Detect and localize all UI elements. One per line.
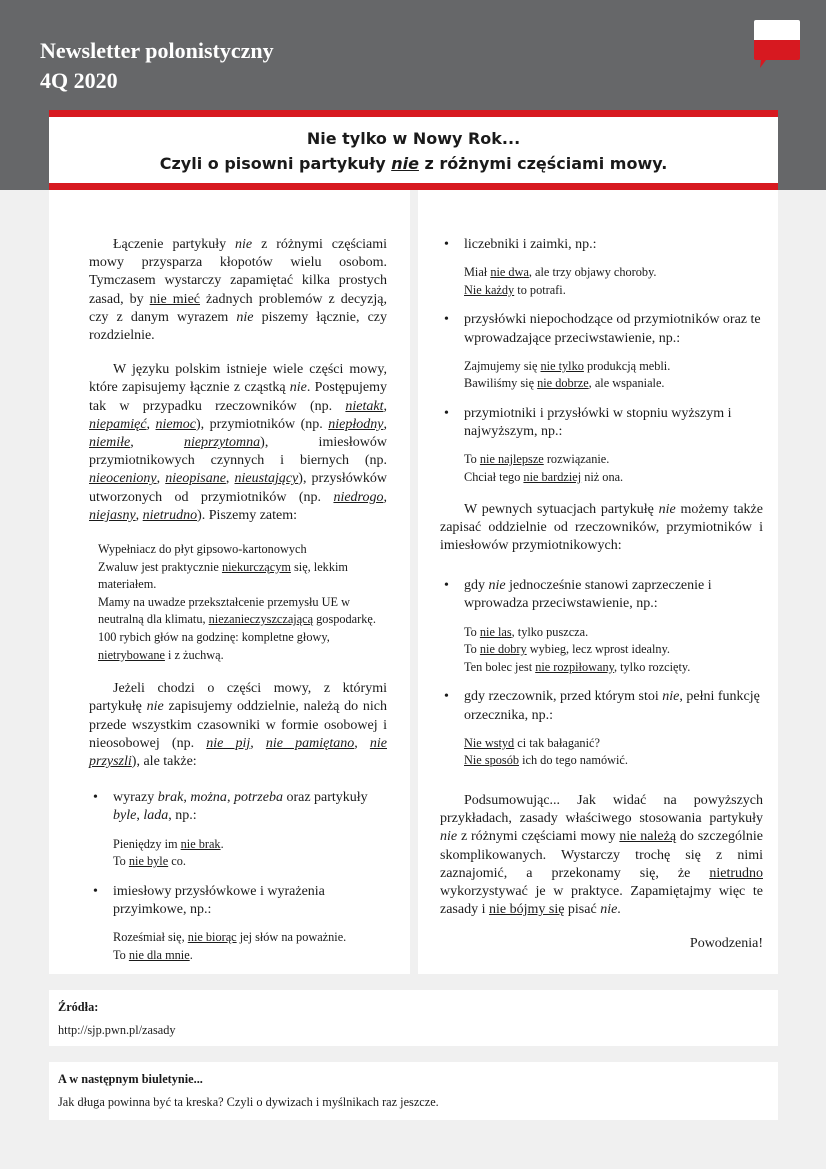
article-title-box — [49, 110, 778, 190]
list-item: • gdy nie jednocześnie stanowi zaprzeczenie i wprowadza przeciwstawienie, np.: To nie las, tylko puszcza. To nie dobry wybieg, lecz wprost idealny. Ten bolec jest nie rozpiłowany, tylko rozcięty. — [440, 577, 763, 676]
right-column — [418, 190, 778, 974]
example-block: Zajmujemy się nie tylko produkcją mebli. Bawiliśmy się nie dobrze, ale wspaniale. — [464, 358, 671, 391]
paragraph: Podsumowując... Jak widać na powyższych przykładach, zasady właściwego stosowania partykuły nie z różnymi częściami mowy nie należą do szczególnie skomplikowanych. Wystarczy trochę się z nimi zaznajomić, a przekonamy się, że nietrudno wykorzystywać je w praktyce. Zapamiętajmy więc te zasady i nie bójmy się pisać nie. — [440, 792, 763, 918]
article-title-line2 — [49, 151, 778, 176]
example-block: Wypełniacz do płyt gipsowo-kartonowych Zwaluw jest praktycznie niekurczącym się, lekkim materiałem. Mamy na uwadze przekształcenie przemysłu UE w neutralną dla klimatu, niezanieczyszczającą gospodarkę. 100 rybich głów na godzinę: kompletne głowy, nietrybowane i z żuchwą. — [98, 542, 376, 662]
example-block: To nie najlepsze rozwiązanie. Chciał tego nie bardziej niż ona. — [464, 452, 624, 484]
sources-label: Źródła: — [58, 1000, 99, 1014]
newsletter-issue: 4Q 2020 — [40, 68, 118, 93]
next-issue-label: A w następnym biuletynie... — [58, 1072, 203, 1086]
article-title-line1: Nie tylko w Nowy Rok... — [306, 129, 521, 148]
example-block: Nie wstyd ci tak bałaganić? Nie sposób ich do tego namówić. — [464, 735, 628, 768]
newsletter-title — [40, 36, 274, 96]
article-title-post: z różnymi częściami mowy. — [418, 154, 668, 173]
left-column — [49, 190, 410, 974]
example-block: To nie las, tylko puszcza. To nie dobry wybieg, lecz wprost idealny. Ten bolec jest nie rozpiłowany, tylko rozcięty. — [464, 624, 691, 674]
next-issue-text: Jak długa powinna być ta kreska? Czyli o dywizach i myślnikach raz jeszcze. — [58, 1095, 439, 1109]
newsletter-title-line1: Newsletter polonistyczny — [40, 38, 274, 63]
article-title-em: nie — [391, 154, 419, 173]
article-title-pre: Czyli o pisowni partykuły — [159, 154, 392, 173]
next-issue-box — [49, 1062, 778, 1120]
example-block: Miał nie dwa, ale trzy objawy choroby. Nie każdy to potrafi. — [464, 265, 657, 297]
sources-link[interactable]: http://sjp.pwn.pl/zasady — [58, 1023, 176, 1037]
list-item: • gdy rzeczownik, przed którym stoi nie, pełni funkcję orzecznika, np.: Nie wstyd ci tak bałaganić? Nie sposób ich do tego namówić. — [440, 688, 763, 770]
paragraph: W pewnych sytuacjach partykułę nie możemy także zapisać oddzielnie od rzeczowników, przymiotników i imiesłowów przymiotnikowych: — [440, 501, 763, 553]
list-item: • imiesłowy przysłówkowe i wyrażenia przyimkowe, np.: Roześmiał się, nie biorąc jej słów na poważnie. To nie dla mnie. — [89, 883, 387, 965]
paragraph: W języku polskim istnieje wiele części mowy, które zapisujemy łącznie z cząstką nie. Postępujemy tak w przypadku rzeczowników (np. nietakt, niepamięć, niemoc), przymiotników (np. niepłodny, niemiłe, nieprzytomna), imiesłowów przymiotnikowych czynnych i biernych (np. nieoceniony, nieopisane, nieustający), przysłówków utworzonych od przymiotników (np. niedrogo, niejasny, nietrudno). Piszemy zatem: — [89, 362, 388, 523]
paragraph: Łączenie partykuły nie z różnymi częściami mowy przysparza kłopotów wielu osobom. Tymczasem wystarczy zapamiętać kilka prostych zasad, by nie mieć żadnych problemów z decyzją, czy z danym wyrazem nie piszemy łącznie, czy rozdzielnie. — [89, 237, 387, 344]
closing-text: Powodzenia! — [689, 936, 763, 952]
list-item: • liczebniki i zaimki, np.: Miał nie dwa, ale trzy objawy choroby. Nie każdy to potrafi. — [440, 236, 763, 299]
list-item: • przysłówki niepochodzące od przymiotników oraz te wprowadzające przeciwstawienie, np.: Zajmujemy się nie tylko produkcją mebli. Bawiliśmy się nie dobrze, ale wspaniale. — [440, 311, 763, 393]
list-item: • przymiotniki i przysłówki w stopniu wyższym i najwyższym, np.: To nie najlepsze rozwiązanie. Chciał tego nie bardziej niż ona. — [440, 405, 763, 487]
example-block: Pieniędzy im nie brak. To nie byle co. — [113, 836, 224, 869]
list-item: • wyrazy brak, można, potrzeba oraz partykuły byle, lada, np.: Pieniędzy im nie brak. To nie byle co. — [89, 789, 387, 871]
sources-box — [49, 990, 778, 1046]
polish-flag-icon — [752, 18, 802, 70]
paragraph: Jeżeli chodzi o części mowy, z którymi partykułę nie zapisujemy oddzielnie, należą do nich przede wszystkim czasowniki w formie osobowej i nieosobowej (np. nie pij, nie pamiętano, nie przyszli), ale także: — [89, 681, 387, 770]
example-block: Roześmiał się, nie biorąc jej słów na poważnie. To nie dla mnie. — [113, 930, 347, 962]
